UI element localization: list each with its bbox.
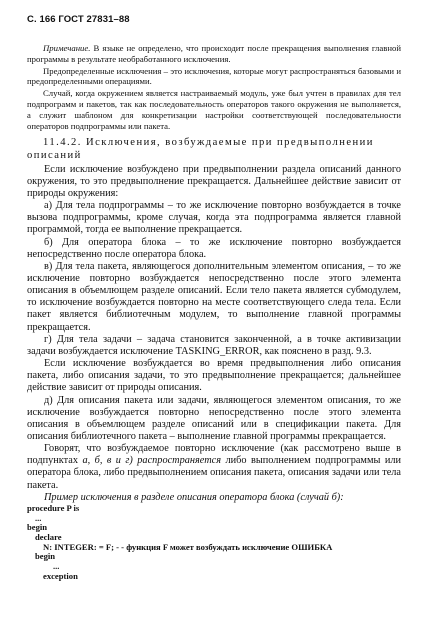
code-line: N: INTEGER: = F; - - функция F может возбуждать исключение ОШИБКА (43, 541, 333, 552)
code-listing (27, 504, 401, 582)
code-line: exception (43, 570, 78, 581)
paragraph-declaration: Если исключение возбуждается во время предвыполнения либо описания пакета, либо описания задачи, то это предвыполнение прекращается; дальнейшее действие зависит от природы описания. (27, 358, 401, 394)
code-line: ... (35, 512, 42, 523)
example-title: Пример исключения в разделе описания оператора блока (случай б): (44, 491, 344, 503)
code-line: begin (35, 551, 56, 562)
paragraph-intro: Если исключение возбуждено при предвыполнении раздела описаний данного окружения, то это предвыполнение прекращается. Дальнейшее действие зависит от природы окружения: (27, 163, 401, 199)
note-paragraph (27, 43, 401, 65)
section-heading: 11.4.2. Исключения, возбуждаемые при предвыполнении описаний (27, 137, 374, 161)
page-header: С. 166 ГОСТ 27831–88 (27, 14, 130, 25)
propagate-emphasis: а, б, в и г) распространяется (82, 455, 222, 467)
paragraph-case-a: а) Для тела подпрограммы – то же исключение повторно возбуждается в точке вызова подпрограммы, кроме случая, когда эта подпрограмма является главной программой, тогда ее выполнение прекращается. (27, 200, 401, 236)
paragraph-case-d: д) Для описания пакета или задачи, являющегося элементом описания, то же исключение возбуждается повторно непосредственно после этого элемента описания в объемлющем разделе описаний или в спецификации пакета. Для описания библиотечного пакета – выполнение главной программы прекращается. (27, 394, 401, 442)
code-line: begin (27, 522, 48, 533)
generic-unit-note: Случай, когда окружением является настраиваемый модуль, уже был учтен в правилах для тел подпрограмм и пакетов, так как последовательность операторов такого окружения не выполняется, а служит шаблоном для конкретизации настройки соответствующей последовательности операторов подпрограммы или пакета. (27, 88, 401, 131)
code-line: ... (53, 561, 60, 572)
note-label: Примечание. (43, 43, 91, 53)
code-line: declare (35, 532, 62, 543)
propagate-part3: либо выполнением подпрограммы или оператора блока, либо предвыполнением описания пакета, описания задачи или тела пакета. (27, 455, 401, 491)
note-text: В языке не определено, что происходит после прекращения выполнения главной программы в результате необработанного исключения. (27, 43, 401, 64)
paragraph-case-b: б) Для оператора блока – то же исключение повторно возбуждается непосредственно после оператора блока. (27, 236, 401, 260)
code-line: procedure P is (27, 502, 80, 513)
predefined-exceptions-note: Предопределенные исключения – это исключения, которые могут распространяться базовыми и предопределенными операциями. (27, 65, 401, 87)
paragraph-case-g: г) Для тела задачи – задача становится законченной, а в точке активизации задачи возбуждается исключение TASKING_ERROR, как пояснено в разд. 9.3. (27, 333, 401, 357)
paragraph-propagate (27, 443, 401, 492)
propagate-part1: Говорят, что возбуждаемое повторно исключение (как рассмотрено выше в подпунктах (27, 443, 401, 467)
paragraph-case-v: в) Для тела пакета, являющегося дополнительным элементом описания, – то же исключение повторно возбуждается непосредственно после этого элемента описания в объемлющем разделе описаний. Если тело пакета является субмодулем, то исключение возбуждается повторно на месте соответствующего следа тела. Если пакет является библиотечным модулем, то выполнение главной программы прекращается. (27, 260, 401, 333)
